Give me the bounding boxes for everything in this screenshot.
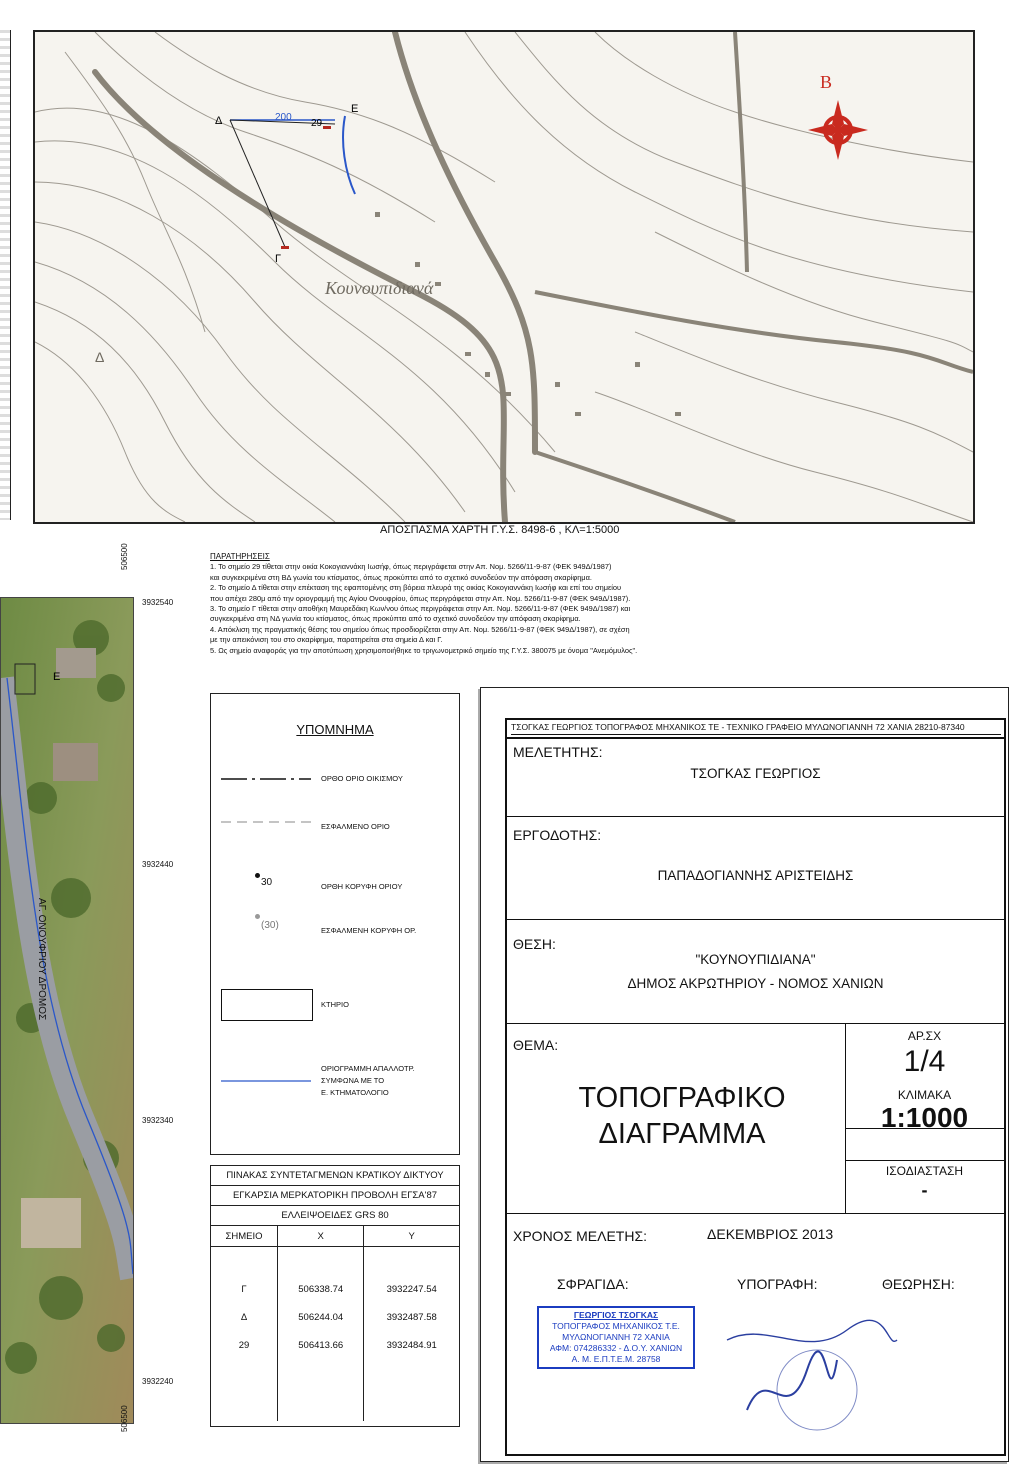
notes-line: και συγκεκριμένα στη ΒΔ γωνία του κτίσματος, όπως προκύπτει από το σχετικό συνοδεύον την απόφαση σκαρίφημα.: [210, 572, 592, 582]
notes-line: 5. Ως σημείο αναφοράς για την αποτύπωση χρησιμοποιήθηκε το τριγωνομετρικό σημείο της Γ.Υ.Σ. 380075 με όνομα "Ανεμόμυλος".: [210, 645, 638, 655]
legend-vertex-correct: 30: [261, 877, 273, 888]
legend-item: ΟΡΘΟ ΟΡΙΟ ΟΙΚΙΣΜΟΥ: [321, 774, 403, 783]
x-coord-bottom: 506500: [120, 1405, 129, 1432]
coords-col-header: ΣΗΜΕΙΟ: [211, 1226, 278, 1247]
stamp-line: ΑΦΜ: 074286332 - Δ.Ο.Υ. ΧΑΝΙΩΝ: [549, 1343, 683, 1353]
notes-line: 1. Το σημείο 29 τίθεται στην οικία Κοκογιαννάκη Ιωσήφ, όπως περιγράφεται στην Απ. Νομ. 5266/11-9-87 (ΦΕΚ 949Δ/1987): [210, 562, 612, 572]
contour-value: -: [921, 1180, 928, 1200]
legend-vertex-wrong: (30): [261, 920, 279, 931]
y-coord-tick: 3932240: [142, 1377, 174, 1386]
aerial-photo: [0, 597, 134, 1424]
coords-grid: [211, 1226, 459, 1421]
x-coord-top: 506500: [120, 543, 129, 570]
coords-col-header: Y: [364, 1226, 459, 1247]
scale-value: 1:1000: [880, 1102, 969, 1133]
stamp-line: Α. Μ. Ε.Π.Τ.Ε.Μ. 28758: [571, 1354, 661, 1364]
notes-line: που απέχει 280μ από την οριογραμμή της Αγίου Ονουφρίου, όπως περιγράφεται στην Απ. Νομ. 5266/11-9-87 (ΦΕΚ 949Δ/1987).: [210, 593, 631, 603]
engineer-stamp: [537, 1306, 695, 1369]
y-coord-tick: 3932440: [142, 860, 174, 869]
notes-line: 2. Το σημείο Δ τίθεται στην επέκταση της εφαπτομένης στη βόρεια πλευρά της οικίας Κοκογιαννάκη Ιωσήφ και επί του σημείου: [210, 583, 622, 593]
road-label: ΑΓ. ΟΝΟΥΦΡΙΟΥ ΔΡΟΜΟΣ: [36, 898, 47, 1021]
legend-item: ΕΣΦΑΛΜΕΝΗ ΚΟΡΥΦΗ ΟΡ.: [321, 926, 417, 935]
vertex-correct-icon: [255, 873, 260, 878]
coords-projection: ΕΓΚΑΡΣΙΑ ΜΕΡΚΑΤΟΡΙΚΗ ΠΡΟΒΟΛΗ ΕΓΣΑ'87: [211, 1186, 459, 1206]
map-distance-label: 200: [275, 112, 292, 123]
table-row: [211, 1303, 459, 1331]
y-coord-tick: 3932540: [142, 598, 174, 607]
signature-scribble: [707, 1300, 907, 1440]
legend-item: ΕΣΦΑΛΜΕΝΟ ΟΡΙΟ: [321, 822, 390, 831]
signature-label: ΥΠΟΓΡΑΦΗ:: [737, 1276, 818, 1292]
notes-line: 4. Απόκλιση της πραγματικής θέσης του σημείου όπως προσδιορίζεται στην Απ. Νομ. 5266/11-9-87 (ΦΕΚ 949Δ/1987), σε σχέση: [210, 624, 630, 634]
title-block-frame: [505, 718, 1006, 1456]
location-label: ΘΕΣΗ:: [513, 936, 556, 952]
stamp-line: ΤΟΠΟΓΡΑΦΟΣ ΜΗΧΑΝΙΚΟΣ Τ.Ε.: [552, 1321, 680, 1331]
coords-cell: 29: [238, 1339, 250, 1351]
scale-label: ΚΛΙΜΑΚΑ: [897, 1088, 952, 1102]
legend-item: ΚΤΗΡΙΟ: [321, 1000, 349, 1009]
location-value-2: ΔΗΜΟΣ ΑΚΡΩΤΗΡΙΟΥ - ΝΟΜΟΣ ΧΑΝΙΩΝ: [627, 976, 884, 991]
north-arrow-icon: [808, 100, 868, 160]
cadastre-boundary-icon: [221, 1078, 311, 1084]
notes-line: 3. Το σημείο Γ τίθεται στην αποθήκη Μαυρεδάκη Κων/νου όπως περιγράφεται στην Απ. Νομ. 5266/11-9-87 (ΦΕΚ 949Δ/1987) και: [210, 604, 631, 614]
location-value-1: "ΚΟΥΝΟΥΠΙΔΙΑΝΑ": [695, 952, 816, 967]
coords-cell: Δ: [240, 1311, 248, 1323]
legend: [210, 693, 460, 1155]
stamp-line: ΓΕΩΡΓΙΟΣ ΤΣΟΓΚΑΣ: [573, 1310, 659, 1320]
legend-title: ΥΠΟΜΝΗΜΑ: [296, 722, 374, 737]
client-label: ΕΡΓΟΔΟΤΗΣ:: [513, 827, 602, 843]
subject-line-1: ΤΟΠΟΓΡΑΦΙΚΟ: [578, 1082, 786, 1114]
map-point-gamma: Γ: [275, 253, 282, 265]
coords-cell: 3932484.91: [364, 1331, 459, 1359]
designer-label: ΜΕΛΕΤΗΤΗΣ:: [513, 744, 603, 760]
map-place-name: Κουνουπιδιανά: [325, 278, 434, 298]
client-value: ΠΑΠΑΔΟΓΙΑΝΝΗΣ ΑΡΙΣΤΕΙΔΗΣ: [657, 868, 854, 883]
table-row: [211, 1275, 459, 1303]
coords-cell: 3932247.54: [364, 1275, 459, 1303]
y-coord-tick: 3932340: [142, 1116, 174, 1125]
legend-wrong-boundary-icon: [221, 817, 311, 827]
map-extract: [33, 30, 975, 524]
legend-correct-boundary-icon: [221, 769, 311, 789]
notes-title: ΠΑΡΑΤΗΡΗΣΕΙΣ: [210, 552, 270, 561]
map-triangulation-label: Δ: [95, 349, 105, 365]
subject-line-2: ΔΙΑΓΡΑΜΜΑ: [598, 1118, 766, 1150]
topographic-map: [35, 32, 973, 522]
notes-line: συγκεκριμένα στη ΝΔ γωνία του κτίσματος, όπως προκύπτει από το σχετικό συνοδεύον την απόφαση σκαρίφημα.: [210, 614, 581, 624]
map-point-29: 29: [311, 118, 323, 129]
coords-cell: 3932487.58: [364, 1303, 459, 1331]
legend-item: ΟΡΘΗ ΚΟΡΥΦΗ ΟΡΙΟΥ: [321, 882, 403, 891]
stamp-line: ΜΥΛΩΝΟΓΙΑΝΝΗ 72 ΧΑΝΙΑ: [562, 1332, 670, 1342]
designer-value: ΤΣΟΓΚΑΣ ΓΕΩΡΓΙΟΣ: [690, 766, 821, 781]
building-icon: [221, 989, 313, 1021]
notes: [210, 552, 690, 656]
legend-item: ΟΡΙΟΓΡΑΜΜΗ ΑΠΑΛΛΟΤΡ.: [321, 1064, 415, 1073]
drawing-no-label: ΑΡ.ΣΧ: [907, 1029, 942, 1043]
aerial-point-label: Ε: [53, 671, 61, 683]
coordinates-table: [210, 1165, 460, 1427]
contour-label: ΙΣΟΔΙΑΣΤΑΣΗ: [885, 1164, 964, 1178]
vertex-wrong-icon: [255, 914, 260, 919]
map-point-delta: Δ: [215, 115, 223, 127]
coords-cell: 506338.74: [278, 1275, 364, 1303]
subject-label: ΘΕΜΑ:: [513, 1037, 559, 1053]
review-label: ΘΕΩΡΗΣΗ:: [882, 1276, 955, 1292]
north-label: Β: [820, 72, 833, 92]
coords-title: ΠΙΝΑΚΑΣ ΣΥΝΤΕΤΑΓΜΕΝΩΝ ΚΡΑΤΙΚΟΥ ΔΙΚΤΥΟΥ: [211, 1166, 459, 1186]
title-block-header: ΤΣΟΓΚΑΣ ΓΕΩΡΓΙΟΣ ΤΟΠΟΓΡΑΦΟΣ ΜΗΧΑΝΙΚΟΣ ΤΕ - ΤΕΧΝΙΚΟ ΓΡΑΦΕΙΟ ΜΥΛΩΝΟΓΙΑΝΝΗ 72 ΧΑΝΙΑ 28210-87340: [511, 722, 1001, 735]
coords-cell: Γ: [241, 1283, 247, 1295]
coords-cell: 506244.04: [278, 1303, 364, 1331]
coords-cell: 506413.66: [278, 1331, 364, 1359]
coords-col-header: X: [278, 1226, 364, 1247]
legend-item: Ε. ΚΤΗΜΑΤΟΛΟΓΙΟ: [321, 1088, 389, 1097]
legend-item: ΣΥΜΦΩΝΑ ΜΕ ΤΟ: [321, 1076, 385, 1085]
notes-line: με την απεικόνιση του στο σκαρίφημα, παρατηρείται στα σημεία Δ και Γ.: [210, 635, 443, 645]
subject-title: [527, 1080, 837, 1152]
stamp-label: ΣΦΡΑΓΙΔΑ:: [557, 1276, 629, 1292]
adjacent-sheet-strip: [0, 30, 11, 520]
date-value: ΔΕΚΕΜΒΡΙΟΣ 2013: [707, 1226, 834, 1242]
coords-ellipsoid: ΕΛΛΕΙΨΟΕΙΔΕΣ GRS 80: [211, 1206, 459, 1226]
drawing-no-value: 1/4: [903, 1045, 946, 1078]
map-point-epsilon: Ε: [351, 103, 359, 115]
date-label: ΧΡΟΝΟΣ ΜΕΛΕΤΗΣ:: [513, 1228, 648, 1244]
map-caption: ΑΠΟΣΠΑΣΜΑ ΧΑΡΤΗ Γ.Υ.Σ. 8498-6 , ΚΛ=1:5000: [380, 524, 620, 536]
table-row: [211, 1331, 459, 1359]
